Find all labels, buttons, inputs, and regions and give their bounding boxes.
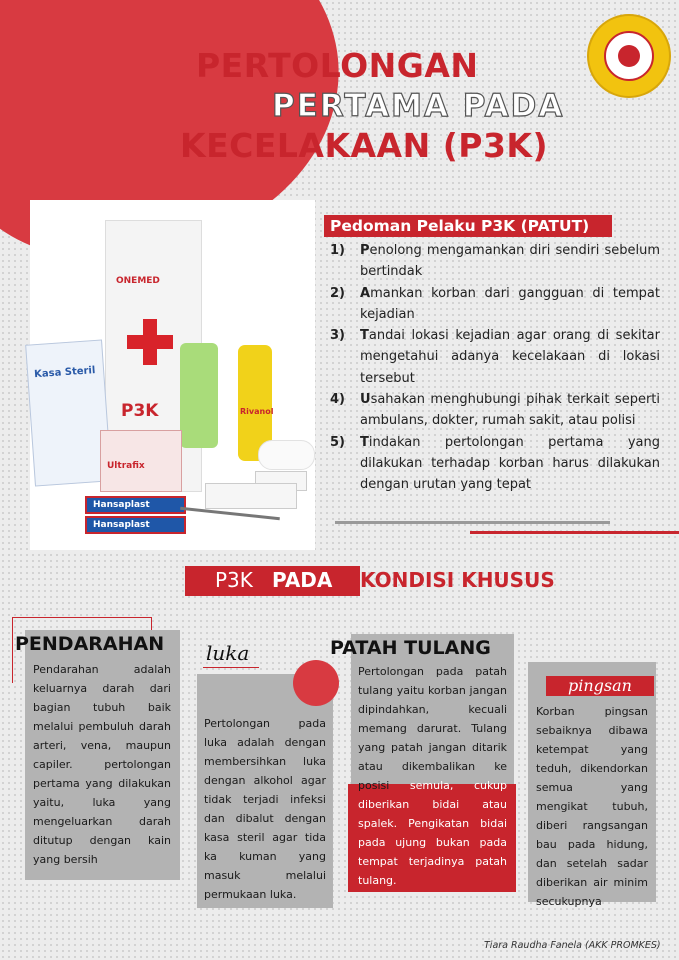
plaster-pack: Hansaplast — [85, 496, 186, 514]
card-heading-patah-tulang: PATAH TULANG — [330, 637, 491, 659]
card-text: Pertolongan pada luka adalah dengan membersihkan luka dengan alkohol agar tidak terjadi infeksi dan dibalut dengan kasa steril agar tida ka kuman yang masuk melalui permukaan luka. — [204, 717, 326, 901]
guide-item: 3) Tandai lokasi kejadian agar orang di sekitar mengetahui adanya kecelakaan di lokasi tersebut — [330, 328, 660, 386]
antiseptic-bottle: Rivanol — [238, 345, 272, 461]
ultrafix-tape: Ultrafix — [100, 430, 182, 492]
cotton — [258, 440, 315, 470]
divider-accent — [470, 531, 679, 534]
card-text: Pertolongan pada patah tulang yaitu korban jangan dipindahkan, kecuali memang darurat. Tulang yang patah jangan ditarik atau dikembalikan ke posisi semula, cukup diberikan bidai atau spalek. Pengikatan bidai pada ujung bukan pada tempat terjadinya patah tulang. — [358, 665, 507, 887]
title-line-1: PERTOLONGAN — [196, 46, 479, 85]
plaster-pack: Hansaplast — [85, 516, 186, 534]
institution-logo-icon — [587, 14, 671, 98]
card-luka — [197, 674, 333, 908]
heading-underline — [203, 667, 259, 668]
card-pingsan — [528, 662, 656, 908]
alcohol-swab-packet — [205, 483, 297, 509]
bandage-roll — [180, 343, 218, 448]
box-label: P3K — [121, 401, 159, 421]
gauze-pack: Kasa Steril — [25, 339, 112, 486]
card-heading-pingsan: pingsan — [546, 676, 654, 696]
card-heading-luka: luka — [206, 641, 250, 665]
section-heading-kondisi: KONDISI KHUSUS — [360, 568, 555, 592]
card-text: Korban pingsan sebaiknya dibawa ketempat yang teduh, dikendorkan semua yang mengikat tubuh, diberi rangsangan bau pada hidung, dan setelah sadar diberikan air minim secukupnya — [536, 705, 648, 908]
title-line-3: KECELAKAAN (P3K) — [180, 126, 549, 165]
card-pendarahan — [25, 630, 180, 880]
guide-title: Pedoman Pelaku P3K (PATUT) — [324, 215, 612, 237]
card-text: Pendarahan adalah keluarnya darah dari bagian tubuh baik melalui pembuluh darah arteri, vena, maupun capiler. pertolongan pertama yang dilakukan yaitu, luka yang mengeluarkan darah ditutup dengan kain yang bersih — [33, 663, 171, 866]
guide-item: 1) Penolong mengamankan diri sendiri sebelum bertindak — [330, 243, 660, 280]
decorative-circle — [293, 660, 339, 706]
card-heading-pendarahan: PENDARAHAN — [15, 633, 165, 655]
guide-list — [330, 240, 660, 496]
guide-item: 5) Tindakan pertolongan pertama yang dilakukan terhadap korban harus dilakukan dengan urutan yang tepat — [330, 434, 660, 493]
section-heading-p3k: P3K — [215, 568, 253, 592]
box-brand: ONEMED — [116, 276, 160, 286]
author-credit: Tiara Raudha Fanela (AKK PROMKES) — [484, 940, 661, 951]
guide-item: 4) Usahakan menghubungi pihak terkait seperti ambulans, dokter, rumah sakit, atau polisi — [330, 392, 660, 429]
section-heading-pada: PADA — [272, 568, 333, 592]
guide-item: 2) Amankan korban dari gangguan di tempat kejadian — [330, 285, 660, 322]
divider — [335, 521, 610, 524]
first-aid-kit-illustration — [30, 200, 315, 550]
title-line-2: PERTAMA PADA — [272, 88, 565, 124]
